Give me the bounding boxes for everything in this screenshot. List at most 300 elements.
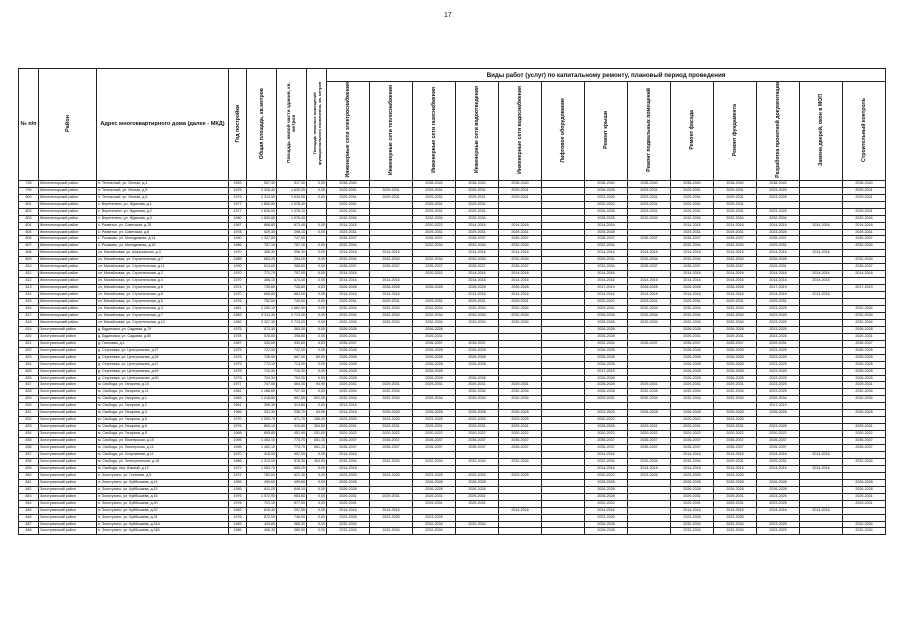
- work-period-cell: 2038-2040: [671, 180, 714, 187]
- work-period-cell: 2029-2031: [671, 493, 714, 500]
- work-period-cell: [800, 257, 843, 264]
- row-number: 845: [19, 507, 39, 514]
- district-cell: Золотухинский район: [39, 452, 97, 459]
- living-area-cell: 415,80: [277, 424, 307, 431]
- work-period-cell: 2026-2028: [671, 486, 714, 493]
- work-period-cell: 2026-2028: [585, 493, 628, 500]
- work-period-cell: [843, 465, 886, 472]
- work-period-cell: 2026-2028: [456, 486, 499, 493]
- address-cell: м. Свобода, ул. Спортивная, д.11: [97, 452, 229, 459]
- work-period-cell: [542, 326, 585, 333]
- work-period-cell: [800, 305, 843, 312]
- work-period-cell: 2029-2031: [714, 229, 757, 236]
- work-period-cell: [456, 403, 499, 410]
- nonliving-area-cell: [307, 208, 327, 215]
- work-period-cell: [800, 194, 843, 201]
- work-period-cell: 2026-2028: [714, 479, 757, 486]
- row-number: 834: [19, 431, 39, 438]
- work-period-cell: 2029-2031: [843, 229, 886, 236]
- work-period-cell: 2014-2016: [499, 278, 542, 285]
- work-period-cell: 2023-2025: [757, 375, 800, 382]
- work-period-cell: [542, 486, 585, 493]
- work-period-cell: 2014-2016: [714, 222, 757, 229]
- work-period-cell: [628, 479, 671, 486]
- living-area-cell: 368,60: [277, 264, 307, 271]
- nonliving-area-cell: [307, 215, 327, 222]
- work-period-cell: 2026-2028: [327, 368, 370, 375]
- work-period-cell: [542, 285, 585, 292]
- work-period-cell: 2023-2025: [757, 187, 800, 194]
- work-period-cell: 2014-2016: [370, 292, 413, 299]
- work-period-cell: [843, 403, 886, 410]
- work-period-cell: 2020-2022: [585, 431, 628, 438]
- work-period-cell: 2029-2031: [456, 500, 499, 507]
- work-period-cell: 2032-2034: [413, 396, 456, 403]
- living-area-cell: 655,20: [277, 465, 307, 472]
- row-number: 807: [19, 243, 39, 250]
- work-period-cell: 2026-2028: [456, 285, 499, 292]
- work-period-cell: 2026-2028: [757, 479, 800, 486]
- district-cell: Золотухинский район: [39, 431, 97, 438]
- work-period-cell: 2014-2016: [757, 278, 800, 285]
- table-row: [19, 458, 886, 465]
- district-cell: Золотухинский район: [39, 424, 97, 431]
- work-period-cell: 2014-2016: [757, 292, 800, 299]
- address-cell: с. Разветье, ул. Советская, д.8: [97, 229, 229, 236]
- living-area-cell: 236,70: [277, 410, 307, 417]
- work-period-cell: 2029-2031: [456, 299, 499, 306]
- work-period-cell: 2023-2025: [757, 326, 800, 333]
- total-area-cell: 1 830,80: [247, 215, 277, 222]
- work-period-cell: 2029-2031: [671, 194, 714, 201]
- work-period-cell: 2029-2031: [499, 382, 542, 389]
- year-cell: 1978: [229, 333, 247, 340]
- table-row: [19, 299, 886, 306]
- total-area-cell: 752,60: [247, 299, 277, 306]
- year-cell: 1986: [229, 243, 247, 250]
- row-number: 804: [19, 222, 39, 229]
- living-area-cell: 499,60: [277, 479, 307, 486]
- living-area-cell: 704,30: [277, 375, 307, 382]
- work-period-cell: 2014-2016: [499, 271, 542, 278]
- work-period-cell: 2026-2028: [671, 410, 714, 417]
- work-period-cell: [585, 403, 628, 410]
- living-area-cell: 1 076,10: [277, 208, 307, 215]
- work-period-cell: 2029-2031: [413, 187, 456, 194]
- work-period-cell: [542, 319, 585, 326]
- table-row: [19, 465, 886, 472]
- work-period-cell: [843, 278, 886, 285]
- work-period-cell: [800, 486, 843, 493]
- work-period-cell: 2032-2034: [843, 521, 886, 528]
- work-period-cell: [542, 257, 585, 264]
- district-cell: Железногорский район: [39, 292, 97, 299]
- work-period-cell: 2029-2031: [413, 229, 456, 236]
- work-period-cell: 2035-2037: [456, 445, 499, 452]
- work-period-cell: 2026-2028: [714, 285, 757, 292]
- total-area-cell: 1 013,00: [247, 458, 277, 465]
- row-number: 827: [19, 382, 39, 389]
- address-cell: м. Свобода, ул. Гагарина, д.2: [97, 403, 229, 410]
- district-cell: Золотухинский район: [39, 389, 97, 396]
- work-period-cell: 2032-2034: [413, 215, 456, 222]
- nonliving-area-cell: 551,10: [307, 438, 327, 445]
- district-cell: Железногорский район: [39, 201, 97, 208]
- district-cell: Железногорский район: [39, 264, 97, 271]
- work-period-cell: 2029-2031: [628, 382, 671, 389]
- work-period-cell: 2020-2022: [499, 431, 542, 438]
- work-period-cell: [542, 299, 585, 306]
- address-cell: д. Будановка, ул. Садовая, д.79: [97, 326, 229, 333]
- work-period-cell: 2029-2031: [714, 299, 757, 306]
- work-period-cell: 2014-2016: [327, 271, 370, 278]
- work-period-cell: [499, 500, 542, 507]
- table-row: [19, 250, 886, 257]
- living-area-cell: 746,00: [277, 514, 307, 521]
- address-cell: м. Свобода, ул. Пионерская, д.10: [97, 438, 229, 445]
- work-period-cell: [370, 215, 413, 222]
- work-period-cell: 2014-2016: [714, 250, 757, 257]
- work-period-cell: 2032-2034: [499, 458, 542, 465]
- work-period-cell: [628, 361, 671, 368]
- total-area-cell: 529,30: [247, 229, 277, 236]
- work-period-cell: 2023-2025: [327, 472, 370, 479]
- row-number: 801: [19, 201, 39, 208]
- work-period-cell: 2032-2034: [843, 312, 886, 319]
- work-period-cell: 2014-2016: [671, 278, 714, 285]
- district-cell: Золотухинский район: [39, 486, 97, 493]
- col-district-header: Район: [39, 69, 97, 181]
- work-period-cell: 2029-2031: [499, 299, 542, 306]
- work-period-cell: [542, 445, 585, 452]
- address-cell: м. Свобода, ул. Гагарина, д.3: [97, 410, 229, 417]
- work-period-cell: [370, 452, 413, 459]
- address-cell: д. Гниловка, д.1: [97, 340, 229, 347]
- living-area-cell: 722,00: [277, 347, 307, 354]
- work-period-cell: 2020-2022: [413, 222, 456, 229]
- address-cell: д. Будановка, ул. Садовая, д.80: [97, 333, 229, 340]
- work-period-cell: [800, 410, 843, 417]
- work-period-cell: [800, 236, 843, 243]
- work-period-cell: 2032-2034: [843, 389, 886, 396]
- total-area-cell: 811,20: [247, 486, 277, 493]
- work-period-cell: 2014-2016: [327, 410, 370, 417]
- work-period-cell: [499, 368, 542, 375]
- work-period-cell: 2029-2031: [757, 243, 800, 250]
- work-period-cell: 2020-2022: [585, 201, 628, 208]
- work-period-cell: 2035-2037: [714, 340, 757, 347]
- work-period-cell: 2032-2034: [413, 319, 456, 326]
- row-number: 824: [19, 361, 39, 368]
- year-cell: 1955: [229, 486, 247, 493]
- row-number: 844: [19, 500, 39, 507]
- nonliving-area-cell: 0,00: [307, 486, 327, 493]
- table-row: [19, 486, 886, 493]
- row-number: 825: [19, 368, 39, 375]
- work-period-cell: [542, 479, 585, 486]
- living-area-cell: 740,00: [277, 299, 307, 306]
- year-cell: 1974: [229, 285, 247, 292]
- work-period-cell: 2032-2034: [327, 312, 370, 319]
- work-period-cell: [413, 465, 456, 472]
- work-type-header: Ремонт фасада: [671, 82, 714, 181]
- living-area-cell: 983,60: [277, 493, 307, 500]
- work-period-cell: 2035-2037: [585, 236, 628, 243]
- work-period-cell: 2014-2016: [327, 465, 370, 472]
- nonliving-area-cell: 0,00: [307, 493, 327, 500]
- work-period-cell: [413, 278, 456, 285]
- col-address-header: Адрес многоквартирного дома (далее - МКД): [97, 69, 229, 181]
- work-period-cell: 2029-2031: [456, 194, 499, 201]
- work-period-cell: 2032-2034: [671, 458, 714, 465]
- work-period-cell: [542, 312, 585, 319]
- living-area-cell: 710,30: [277, 368, 307, 375]
- district-cell: Железногорский район: [39, 229, 97, 236]
- work-period-cell: 2035-2037: [628, 236, 671, 243]
- work-period-cell: 2023-2025: [456, 472, 499, 479]
- work-period-cell: 2032-2034: [327, 305, 370, 312]
- work-period-cell: 2029-2031: [413, 333, 456, 340]
- work-period-cell: 2032-2034: [413, 312, 456, 319]
- table-row: [19, 285, 886, 292]
- work-period-cell: 2023-2025: [757, 382, 800, 389]
- work-period-cell: [370, 271, 413, 278]
- row-number: 837: [19, 452, 39, 459]
- work-period-cell: [628, 528, 671, 535]
- work-period-cell: 2014-2016: [800, 250, 843, 257]
- district-cell: Золотухинский район: [39, 410, 97, 417]
- work-period-cell: 2023-2025: [370, 472, 413, 479]
- nonliving-area-cell: 0,00: [307, 472, 327, 479]
- work-period-cell: [413, 389, 456, 396]
- row-number: 803: [19, 215, 39, 222]
- work-period-cell: 2020-2022: [757, 431, 800, 438]
- nonliving-area-cell: 0,00: [307, 403, 327, 410]
- work-period-cell: 2020-2022: [327, 431, 370, 438]
- district-cell: Золотухинский район: [39, 361, 97, 368]
- district-cell: Железногорский район: [39, 271, 97, 278]
- table-row: [19, 278, 886, 285]
- total-area-cell: 2 315,40: [247, 187, 277, 194]
- row-number: 798: [19, 180, 39, 187]
- row-number: 832: [19, 417, 39, 424]
- work-period-cell: 2029-2031: [628, 201, 671, 208]
- row-number: 802: [19, 208, 39, 215]
- address-cell: м. Свобода, ул. Гагарина, д.1: [97, 396, 229, 403]
- nonliving-area-cell: 0,00: [307, 368, 327, 375]
- work-period-cell: 2029-2031: [327, 424, 370, 431]
- work-type-header: Замена дверей, окон в МОП: [800, 82, 843, 181]
- table-row: [19, 424, 886, 431]
- living-area-cell: 707,00: [277, 271, 307, 278]
- work-period-cell: [800, 368, 843, 375]
- work-period-cell: [456, 514, 499, 521]
- table-row: [19, 368, 886, 375]
- work-period-cell: [542, 180, 585, 187]
- work-period-cell: 2035-2037: [499, 445, 542, 452]
- work-period-cell: 2014-2016: [671, 465, 714, 472]
- work-period-cell: [800, 208, 843, 215]
- work-period-cell: 2026-2028: [671, 375, 714, 382]
- year-cell: 1970: [229, 452, 247, 459]
- nonliving-area-cell: 0,00: [307, 292, 327, 299]
- table-row: [19, 229, 886, 236]
- work-period-cell: 2032-2034: [585, 243, 628, 250]
- work-period-cell: 2014-2016: [757, 222, 800, 229]
- living-area-cell: 396,30: [277, 250, 307, 257]
- address-cell: сл. Михайловка, ул. Строительная, д.8: [97, 292, 229, 299]
- work-period-cell: 2026-2028: [671, 479, 714, 486]
- work-period-cell: 2020-2022: [714, 431, 757, 438]
- work-period-cell: 2032-2034: [671, 312, 714, 319]
- work-period-cell: [542, 452, 585, 459]
- work-period-cell: 2014-2016: [370, 250, 413, 257]
- work-period-cell: 2026-2028: [456, 410, 499, 417]
- work-period-cell: 2032-2034: [456, 396, 499, 403]
- work-period-cell: [456, 465, 499, 472]
- work-type-header: Ремонт фундамента: [714, 82, 757, 181]
- work-period-cell: 2023-2025: [499, 417, 542, 424]
- work-period-cell: [370, 243, 413, 250]
- district-cell: Золотухинский район: [39, 382, 97, 389]
- work-period-cell: [499, 375, 542, 382]
- district-cell: Железногорский район: [39, 299, 97, 306]
- table-row: [19, 514, 886, 521]
- work-period-cell: [542, 354, 585, 361]
- address-cell: п. Золотухино, ул. Куйбышева, д.34Б: [97, 528, 229, 535]
- work-period-cell: [456, 507, 499, 514]
- table-row: [19, 201, 886, 208]
- address-cell: с. Рышково, ул. Молодежная, д.14: [97, 236, 229, 243]
- work-period-cell: 2035-2037: [714, 438, 757, 445]
- year-cell: 1976: [229, 514, 247, 521]
- work-period-cell: 2014-2016: [456, 222, 499, 229]
- work-period-cell: 2035-2037: [714, 264, 757, 271]
- year-cell: 1976: [229, 500, 247, 507]
- year-cell: 1970: [229, 271, 247, 278]
- living-area-cell: 314,60: [277, 403, 307, 410]
- work-period-cell: 2035-2037: [585, 438, 628, 445]
- work-period-cell: 2023-2025: [757, 319, 800, 326]
- nonliving-area-cell: 0,00: [307, 299, 327, 306]
- work-period-cell: [542, 438, 585, 445]
- work-period-cell: 2026-2028: [499, 410, 542, 417]
- work-period-cell: 2014-2016: [499, 292, 542, 299]
- work-period-cell: 2032-2034: [499, 257, 542, 264]
- table-row: [19, 312, 886, 319]
- work-period-cell: [370, 354, 413, 361]
- row-number: 806: [19, 236, 39, 243]
- work-period-cell: 2014-2016: [370, 278, 413, 285]
- nonliving-area-cell: 0,00: [307, 514, 327, 521]
- year-cell: 1990: [229, 264, 247, 271]
- work-period-cell: 2032-2034: [456, 312, 499, 319]
- year-cell: 1976: [229, 424, 247, 431]
- work-period-cell: [542, 465, 585, 472]
- work-period-cell: [542, 264, 585, 271]
- row-number: 842: [19, 486, 39, 493]
- work-period-cell: [370, 521, 413, 528]
- work-period-cell: 2032-2034: [370, 458, 413, 465]
- district-cell: Золотухинский район: [39, 472, 97, 479]
- work-period-cell: 2029-2031: [327, 201, 370, 208]
- work-period-cell: 2014-2016: [327, 222, 370, 229]
- work-period-cell: 2023-2025: [757, 229, 800, 236]
- work-period-cell: [800, 361, 843, 368]
- work-period-cell: 2035-2037: [499, 438, 542, 445]
- work-period-cell: [800, 326, 843, 333]
- work-period-cell: 2026-2028: [671, 368, 714, 375]
- work-period-cell: [800, 243, 843, 250]
- row-number: 835: [19, 438, 39, 445]
- work-period-cell: 2014-2016: [714, 292, 757, 299]
- district-cell: Железногорский район: [39, 180, 97, 187]
- work-period-cell: [542, 333, 585, 340]
- work-period-cell: 2035-2037: [327, 236, 370, 243]
- address-cell: с. Веретенино, ул. Жданова, д.2: [97, 208, 229, 215]
- page-number: 17: [444, 12, 452, 19]
- work-period-cell: 2035-2037: [757, 445, 800, 452]
- work-period-cell: 2035-2037: [671, 445, 714, 452]
- work-period-cell: 2014-2016: [671, 250, 714, 257]
- work-period-cell: 2014-2016: [671, 222, 714, 229]
- total-area-cell: 809,10: [247, 424, 277, 431]
- work-period-cell: 2029-2031: [714, 187, 757, 194]
- work-period-cell: 2026-2028: [671, 347, 714, 354]
- work-period-cell: 2032-2034: [370, 305, 413, 312]
- total-area-cell: 1 452,10: [247, 438, 277, 445]
- work-period-cell: 2032-2034: [456, 458, 499, 465]
- work-period-cell: 2029-2031: [413, 201, 456, 208]
- work-period-cell: 2032-2034: [370, 257, 413, 264]
- work-period-cell: 2014-2016: [714, 465, 757, 472]
- row-number: 814: [19, 292, 39, 299]
- work-period-cell: 2035-2037: [413, 264, 456, 271]
- year-cell: 1966: [229, 410, 247, 417]
- work-period-cell: 2020-2022: [585, 417, 628, 424]
- work-period-cell: 2029-2031: [714, 458, 757, 465]
- district-cell: Железногорский район: [39, 305, 97, 312]
- district-cell: Золотухинский район: [39, 500, 97, 507]
- work-period-cell: 2020-2022: [585, 472, 628, 479]
- work-period-cell: 2014-2016: [628, 278, 671, 285]
- work-period-cell: 2029-2031: [456, 382, 499, 389]
- work-period-cell: 2026-2028: [413, 368, 456, 375]
- work-period-cell: [800, 438, 843, 445]
- year-cell: 1975: [229, 326, 247, 333]
- work-period-cell: 2032-2034: [499, 389, 542, 396]
- living-area-cell: 697,80: [277, 396, 307, 403]
- work-period-cell: 2026-2028: [585, 208, 628, 215]
- work-period-cell: 2035-2037: [456, 438, 499, 445]
- work-period-cell: 2029-2031: [628, 187, 671, 194]
- work-period-cell: 2035-2037: [843, 340, 886, 347]
- year-cell: 1975: [229, 375, 247, 382]
- total-area-cell: 1 099,70: [247, 417, 277, 424]
- work-period-cell: 2026-2028: [585, 229, 628, 236]
- work-period-cell: [628, 521, 671, 528]
- work-period-cell: 2014-2016: [757, 250, 800, 257]
- work-period-cell: 2014-2016: [327, 507, 370, 514]
- work-period-cell: 2014-2016: [456, 271, 499, 278]
- work-period-cell: [370, 347, 413, 354]
- work-period-cell: 2032-2034: [628, 396, 671, 403]
- work-period-cell: 2014-2016: [499, 222, 542, 229]
- year-cell: 1981: [229, 389, 247, 396]
- work-period-cell: 2029-2031: [370, 187, 413, 194]
- nonliving-area-cell: 0,00: [307, 347, 327, 354]
- work-period-cell: 2023-2025: [757, 208, 800, 215]
